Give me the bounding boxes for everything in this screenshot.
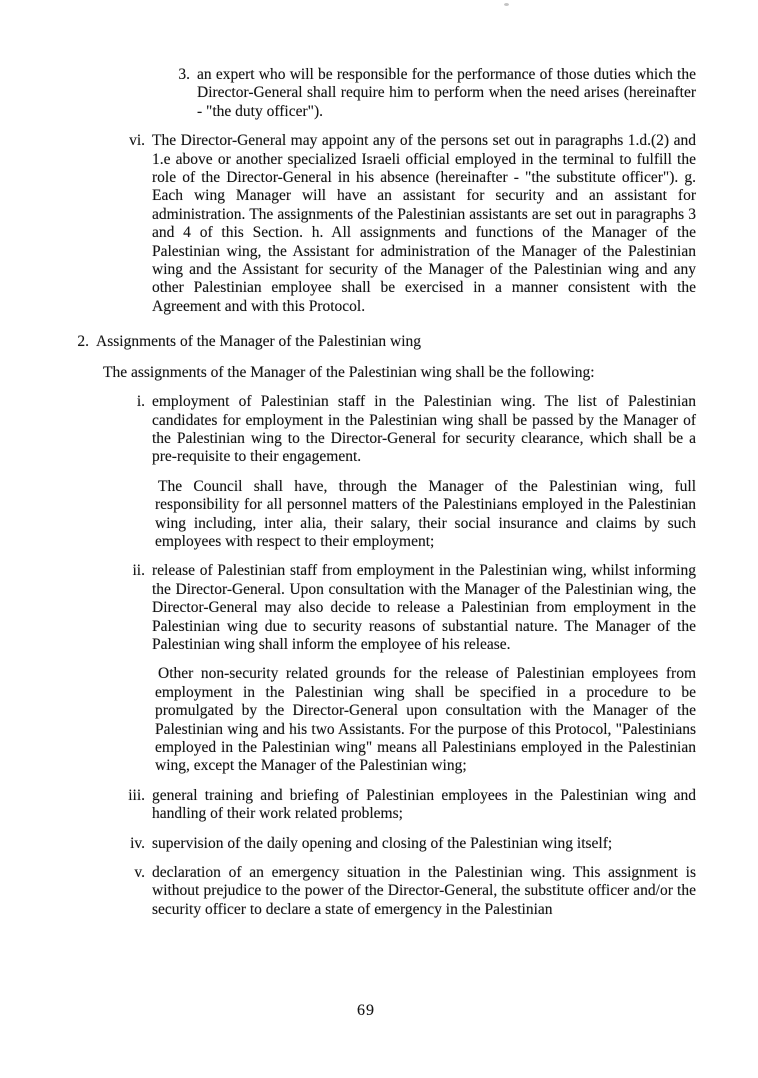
- item-i-continuation: [155, 478, 696, 552]
- item-iv-marker: iv.: [130, 834, 145, 852]
- section-2-intro: [103, 364, 696, 382]
- item-ii-continuation: [155, 665, 696, 775]
- item-v-text: declaration of an emergency situation in the Palestinian wing. This assignment is without prejudice to the power of the Director-General, the substitute officer and/or the security officer to declare a state of emergency in the Palestinian: [152, 864, 696, 918]
- section-2-heading: [77, 333, 696, 351]
- section-2-heading-marker: 2.: [77, 333, 89, 351]
- item-iii: [128, 786, 696, 824]
- document-body: [0, 66, 758, 919]
- item-vi-marker: vi.: [129, 132, 145, 150]
- item-ii-continuation-text: Other non-security related grounds for the release of Palestinian employees from employment in the Palestinian wing shall be specified in a procedure to be promulgated by the Director-General upon consultation with the Manager of the Palestinian wing and his two Assistants. For the purpose of this Protocol, "Palestinians employed in the Palestinian wing" means all Palestinians employed in the Palestinian wing, except the Manager of the Palestinian wing;: [155, 665, 696, 775]
- item-ii-marker: ii.: [132, 562, 145, 580]
- item-vi-text: The Director-General may appoint any of the persons set out in paragraphs 1.d.(2) and 1.e above or another specialized Israeli official employed in the terminal to fulfill the role of the Director-General in his absence (hereinafter - "the substitute officer"). g. Each wing Manager will have an assistant for security and an assistant for administration. The assignments of the Palestinian assistants are set out in paragraphs 3 and 4 of this Section. h. All assignments and functions of the Manager of the Palestinian wing, the Assistant for administration of the Manager of the Palestinian wing and the Assistant for security of the Manager of the Palestinian wing and any other Palestinian employee shall be exercised in a manner consistent with the Agreement and with this Protocol.: [152, 132, 696, 315]
- item-i-continuation-text: The Council shall have, through the Manager of the Palestinian wing, full responsibility for all personnel matters of the Palestinians employed in the Palestinian wing including, inter alia, their salary, their social insurance and claims by such employees with respect to their employment;: [155, 477, 696, 550]
- item-v: [134, 864, 696, 919]
- item-iii-text: general training and briefing of Palestinian employees in the Palestinian wing and handling of their work related problems;: [152, 786, 696, 823]
- item-i-marker: i.: [136, 393, 145, 411]
- item-i: [136, 393, 696, 467]
- item-3-text: an expert who will be responsible for the performance of those duties which the Director-General shall require him to perform when the need arises (hereinafter - "the duty officer").: [197, 66, 696, 120]
- section-2-heading-text: Assignments of the Manager of the Palestinian wing: [96, 333, 422, 351]
- item-ii: [132, 562, 696, 654]
- item-v-marker: v.: [134, 864, 145, 882]
- page-number: 69: [357, 1002, 375, 1019]
- item-3-marker: 3.: [178, 66, 190, 83]
- item-vi: [129, 132, 696, 316]
- item-iii-marker: iii.: [128, 786, 145, 804]
- item-3: [178, 66, 696, 121]
- scan-speck-artifact: [504, 3, 509, 6]
- item-iv: [130, 834, 696, 853]
- item-iv-text: supervision of the daily opening and closing of the Palestinian wing itself;: [152, 834, 613, 852]
- item-i-text: employment of Palestinian staff in the Palestinian wing. The list of Palestinian candidates for employment in the Palestinian wing shall be passed by the Manager of the Palestinian wing to the Director-General for security clearance, which shall be a pre-requisite to their engagement.: [152, 393, 696, 466]
- section-2-intro-text: The assignments of the Manager of the Palestinian wing shall be the following:: [103, 363, 595, 381]
- item-ii-text: release of Palestinian staff from employment in the Palestinian wing, whilst informing the Director-General. Upon consultation with the Manager of the Palestinian wing, the Director-General may also decide to release a Palestinian from employment in the Palestinian wing due to security reasons of substantial nature. The Manager of the Palestinian wing shall inform the employee of his release.: [152, 562, 696, 653]
